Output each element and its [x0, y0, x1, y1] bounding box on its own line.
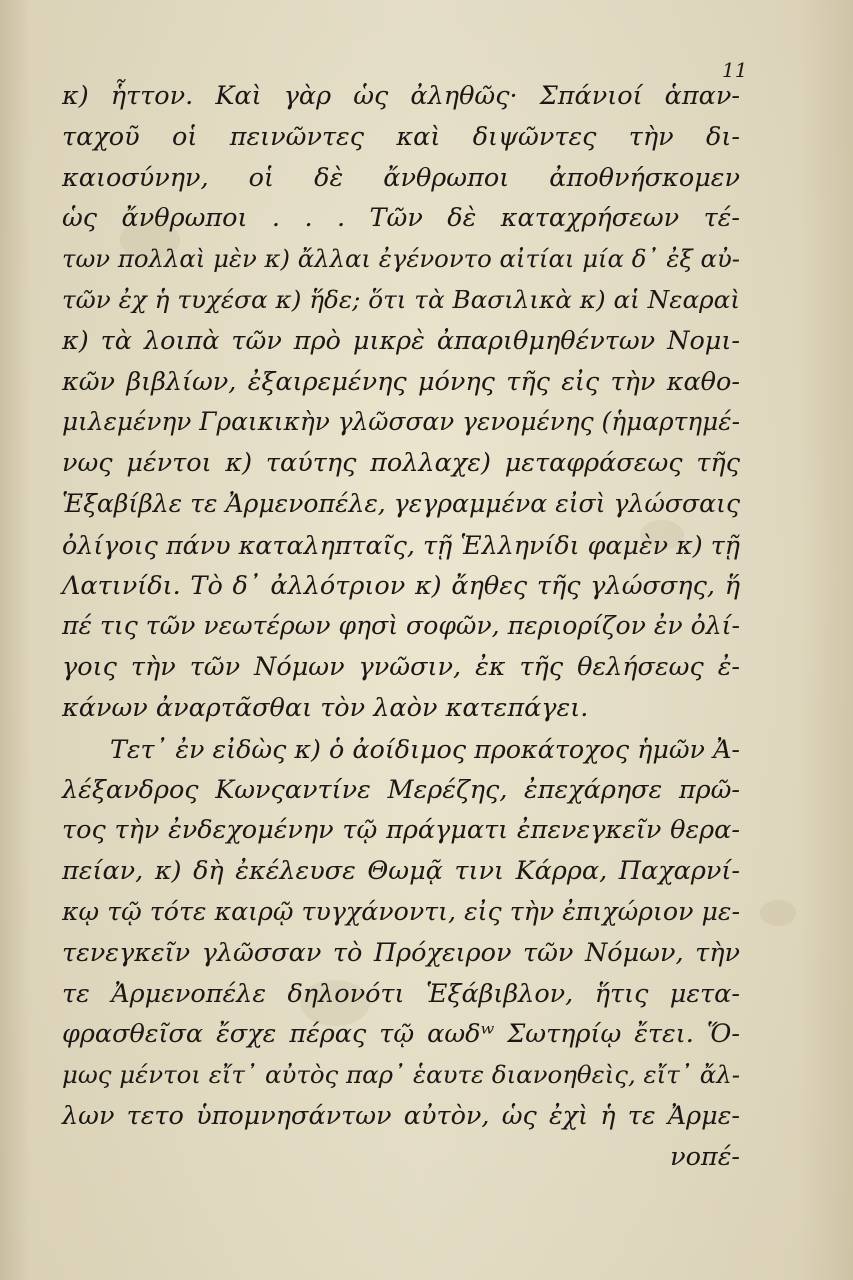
text-line: τος τὴν ἐνδεχομένην τῷ πράγματι ἐπενεγκεῖν θερα-: [62, 815, 740, 846]
text-line: τε Ἀρμενοπέλε δηλονότι Ἑξάβιβλον, ἥτις μετα-: [62, 978, 740, 1009]
text-line: πείαν, κ) δὴ ἐκέλευσε Θωμᾷ τινι Κάρρα, Παχαρνί-: [62, 856, 740, 887]
text-line: λέξανδρος Κωνςαντίνε Μερέζης, ἐπεχάρησε πρῶ-: [62, 774, 740, 805]
body-text: [62, 76, 740, 1178]
text-line: μως μέντοι εἴτ᾽ αὐτὸς παρ᾽ ἑαυτε διανοηθεὶς, εἴτ᾽ ἄλ-: [62, 1060, 740, 1090]
text-line: Ἑξαβίβλε τε Ἀρμενοπέλε, γεγραμμένα εἰσὶ γλώσσαις: [62, 488, 740, 518]
text-line: Τετ᾽ ἐν εἰδὼς κ) ὁ ἀοίδιμος προκάτοχος ἡμῶν Ἀ-: [110, 733, 740, 764]
text-line: Λατινίδι. Τὸ δ᾽ ἀλλότριον κ) ἄηθες τῆς γλώσσης, ἥ: [62, 570, 740, 601]
text-line: πέ τις τῶν νεωτέρων φησὶ σοφῶν, περιορίζον ἐν ὀλί-: [62, 611, 740, 641]
text-line: κάνων ἀναρτᾶσθαι τὸν λαὸν κατεπάγει.: [62, 692, 589, 723]
text-line: κ) τὰ λοιπὰ τῶν πρὸ μικρὲ ἀπαριθμηθέντων Νομι-: [62, 325, 740, 356]
text-line: φρασθεῖσα ἔσχε πέρας τῷ αωδʷ Σωτηρίῳ ἔτει. Ὅ-: [62, 1019, 740, 1050]
page-number: 11: [722, 58, 748, 82]
text-line: νως μέντοι κ) ταύτης πολλαχε) μεταφράσεως τῆς: [62, 448, 740, 479]
text-line: τενεγκεῖν γλῶσσαν τὸ Πρόχειρον τῶν Νόμων, τὴν: [62, 937, 740, 968]
text-line: ταχοῦ οἱ πεινῶντες καὶ διψῶντες τὴν δι-: [62, 121, 740, 152]
text-line: κ) ἧττον. Καὶ γὰρ ὡς ἀληθῶς· Σπάνιοί ἁπαν-: [62, 81, 740, 111]
text-line: κῶν βιβλίων, ἐξαιρεμένης μόνης τῆς εἰς τὴν καθο-: [62, 366, 740, 397]
text-line: λων τετο ὑπομνησάντων αὐτὸν, ὡς ἐχὶ ἡ τε Ἀρμε-: [62, 1100, 740, 1131]
text-line: ὀλίγοις πάνυ καταληπταῖς, τῇ Ἑλληνίδι φαμὲν κ) τῇ: [62, 529, 740, 560]
text-line: ὡς ἄνθρωποι . . . Τῶν δὲ καταχρήσεων τέ-: [62, 203, 740, 234]
catchword: νοπέ-: [670, 1141, 740, 1172]
text-line: καιοσύνην, οἱ δὲ ἄνθρωποι ἀποθνήσκομεν: [62, 162, 740, 193]
text-line: των πολλαὶ μὲν κ) ἄλλαι ἐγένοντο αἰτίαι μία δ᾽ ἐξ αὐ-: [62, 244, 740, 274]
text-line: κῳ τῷ τότε καιρῷ τυγχάνοντι, εἰς τὴν ἐπιχώριον με-: [62, 896, 740, 926]
text-line: γοις τὴν τῶν Νόμων γνῶσιν, ἐκ τῆς θελήσεως ἐ-: [62, 652, 740, 683]
foxing-spot: [760, 900, 796, 926]
text-line: τῶν ἐχ ἡ τυχέσα κ) ἥδε; ὅτι τὰ Βασιλικὰ κ) αἱ Νεαραὶ: [62, 284, 740, 314]
text-line: μιλεμένην Γραικικὴν γλῶσσαν γενομένης (ἡμαρτημέ-: [62, 407, 740, 437]
